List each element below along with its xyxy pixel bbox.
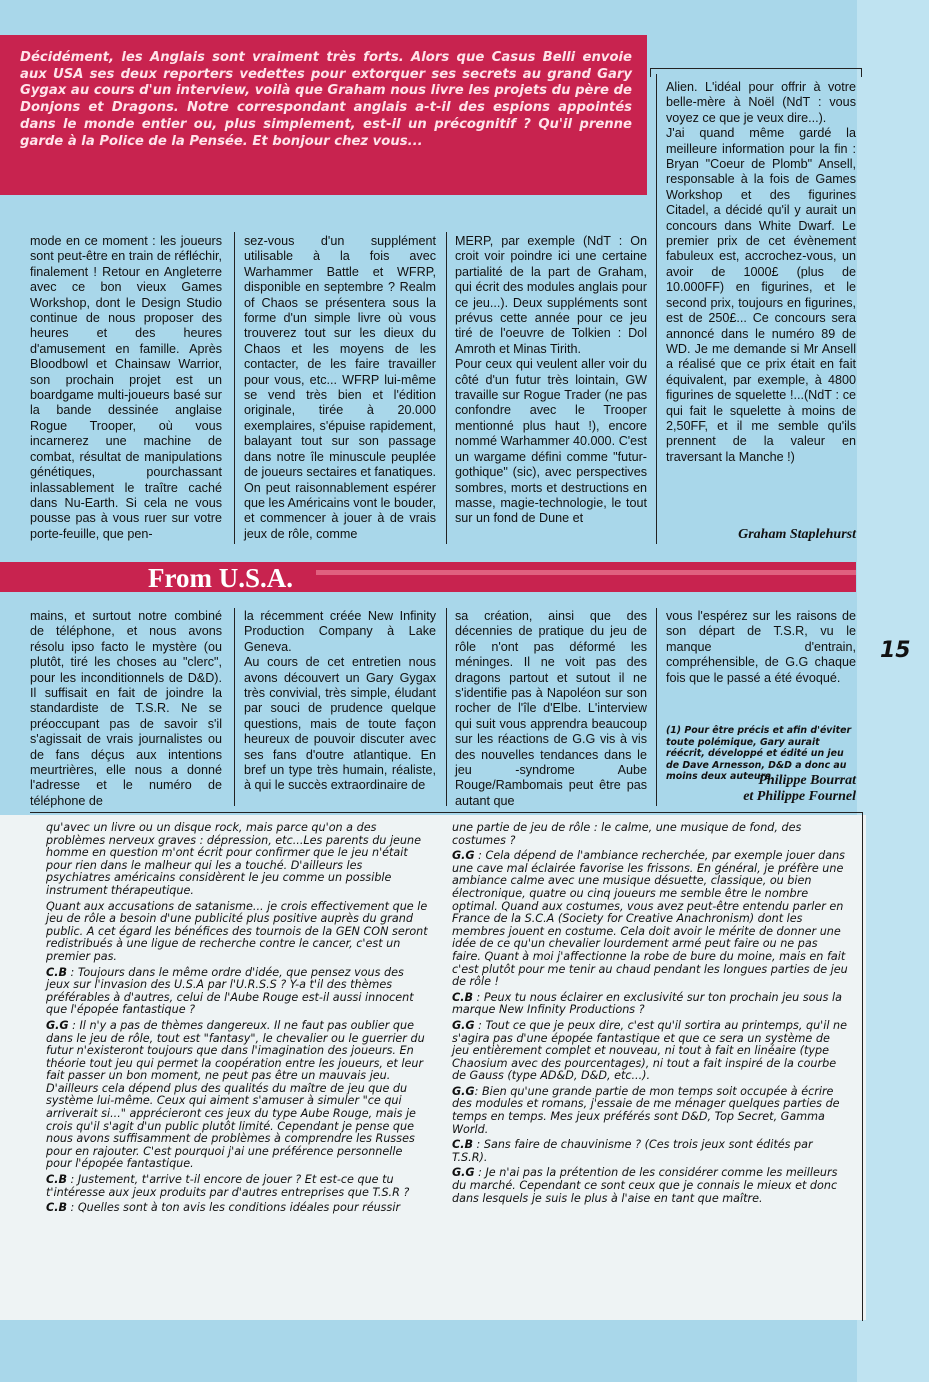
interview-text: : Tout ce que je peux dire, c'est qu'il sortira au printemps, qu'il ne s'agira pas d'une épopée fantastique et que ce sera un système de jeu entièrement complet et nouveau, ni tout à fait en linéaire (type Chaosium avec des pourcentages), ni tout a fait inspiré de la courbe de Gauss (type AD&D, D&D, etc...). — [452, 1018, 847, 1083]
uk-column-1-text: mode en ce moment : les joueurs sont peut-être en train de réfléchir, finalement ! Retour en Angleterre avec ce bon vieux Games Workshop, dont le Design Studio continue de nous proposer des heures et des heures d'amusement en famille. Après Bloodbowl et Chainsaw Warrior, son prochain projet est un boardgame multi-joueurs basé sur la bande dessinée anglaise Rogue Trooper, où vous incarnerez une machine de combat, résultat de manipulations génétiques, pourchassant inlassablement le traître caché dans Nu-Earth. Si cela ne vous pousse pas à vous ruer sur votre porte-feuille, que pen- — [30, 234, 222, 541]
footnote: (1) Pour être précis et afin d'éviter toute polémique, Gary aurait réécrit, développé et édité un jeu de Dave Arnesson, D&D a donc au moins deux auteurs. — [666, 725, 852, 783]
interview-text: : Bien qu'une grande partie de mon temps soit occupée à écrire des modules et romans, j'essaie de me ménager quelques parties de temps en temps. Mes jeux préférés sont D&D, Top Secret, Gamma World. — [452, 1084, 840, 1136]
uk-column-4-paragraph: J'ai quand même gardé la meilleure information pour la fin : Bryan "Coeur de Plomb" Ansell, responsable à la fois de Games Workshop et des figurines Citadel, a décidé qu'il y aurait un concours dans White Dwarf. Le premier prix de cet évènement fabuleux est, accrochez-vous, un avoir de 1000£ (plus de 10.000FF) en figurines, et le second prix, toujours en figurines, est de 250£... Ce concours sera annoncé dans le numéro 89 de WD. Je me demande si Mr Ansell a réalisé que ce prix était en fait équivalent, par exemple, à 4800 figurines de squelette !...(NdT : ce qui fait le squelette à moins de 2,50FF, et il me semble qu'ils prennent de la valeur en traversant la Manche !) — [666, 126, 856, 464]
interview-paragraph — [46, 967, 430, 1017]
speaker-label: C.B — [452, 1138, 473, 1152]
interview-text: Quant aux accusations de satanisme... je crois effectivement que le jeu de rôle a besoin d'une publicité plus positive auprès du grand public. A cet égard les bénéfices des tournois de la GEN CON seront redistribués à une ligue de recherche contre le cancer, c'est un premier pas. — [46, 899, 428, 963]
band-highlight — [316, 570, 856, 575]
interview-paragraph — [452, 1167, 850, 1205]
uk-signature: Graham Staplehurst — [738, 527, 856, 542]
column-rule — [234, 608, 235, 806]
uk-column-3-paragraph: Pour ceux qui veulent aller voir du côté d'un futur très lointain, GW travaille sur Rogue Trader (ne pas confondre avec le Trooper mentionné plus haut !), encore nommé Warhammer 40.000. C'est un wargame défini comme "futur-gothique" (sic), avec perspectives sombres, morts et destructions en masse, magie-technologie, le tout sur un fond de Dune et — [455, 357, 647, 526]
usa-column-4 — [666, 609, 856, 686]
column-rule — [656, 608, 657, 806]
interview-paragraph — [46, 1174, 430, 1199]
column-rule — [234, 232, 235, 544]
speaker-label: C.B — [46, 1201, 67, 1215]
usa-signature-1: Philippe Bourrat — [758, 773, 856, 788]
column-rule — [446, 608, 447, 806]
interview-paragraph — [452, 822, 850, 847]
speaker-label: G.G — [46, 1018, 69, 1032]
uk-column-1 — [30, 234, 222, 542]
usa-column-2-paragraph: Au cours de cet entretien nous avons découvert un Gary Gygax très convivial, très simple, éludant par souci de prudence quelque questions, mais de toute façon heureux de pouvoir discuter avec ses fans d'outre atlantique. En bref un type très humain, réaliste, à qui le succès extraordinaire de — [244, 655, 436, 793]
interview-paragraph — [452, 1139, 850, 1164]
interview-text: : Quelles sont à ton avis les conditions idéales pour réussir — [67, 1201, 401, 1215]
interview-paragraph — [452, 992, 850, 1017]
interview-text: : Sans faire de chauvinisme ? (Ces trois jeux sont édités par T.S.R). — [452, 1138, 813, 1164]
interview-left-column — [46, 822, 430, 1218]
speaker-label: G.G — [452, 1166, 475, 1180]
interview-paragraph — [452, 1086, 850, 1136]
interview-text: : Toujours dans le même ordre d'idée, que pensez vous des jeux sur l'invasion des U.S.A par l'U.R.S.S ? Y-a t'il des thèmes préférables à d'autres, celui de l'Aube Rouge est-il aussi innocent que l'épopée fantastique ? — [46, 965, 414, 1017]
interview-paragraph — [46, 822, 430, 898]
column-rule — [656, 74, 657, 544]
usa-signature-2: et Philippe Fournel — [743, 789, 856, 804]
interview-right-column — [452, 822, 850, 1208]
interview-text: : Peux tu nous éclairer en exclusivité sur ton prochain jeu sous la marque New Infinity Productions ? — [452, 990, 842, 1017]
interview-text: une partie de jeu de rôle : le calme, une musique de fond, des costumes ? — [452, 821, 802, 847]
interview-text: : Il n'y a pas de thèmes dangereux. Il ne faut pas oublier que dans le jeu de rôle, tout est "fantasy", le chevalier ou le guerrier du futur n'existeront toujours que dans l'imagination des joueurs. En théorie tout jeu qui permet la coopération entre les joueurs, et leur fait passer un bon moment, ne peut pas être un mauvais jeu. D'ailleurs cela dépend plus des qualités du maître de jeu que du système lui-même. Ceux qui aiment s'amuser à simuler "ce qui arriverait si..." apprécieront ces jeux du type Aube Rouge, mais je crois qu'il s'agit d'un public plutôt limité. Cependant je pense que nous avons suffisamment de problèmes à comprendre les Russes pour en rajouter. C'est pourquoi j'ai une préférence personnelle pour l'épopée fantastique. — [46, 1018, 425, 1171]
section-title: From U.S.A. — [148, 563, 293, 593]
interview-paragraph — [46, 1020, 430, 1171]
usa-column-1 — [30, 609, 222, 809]
page-number: 15 — [880, 638, 911, 663]
speaker-label: G.G — [452, 1018, 475, 1032]
uk-column-4-paragraph: Alien. L'idéal pour offrir à votre belle-mère à Noël (NdT : vous voyez ce que je veux dire...). — [666, 80, 856, 125]
speaker-label: G.G — [452, 849, 475, 863]
usa-column-4-text: vous l'espérez sur les raisons de son départ de T.S.R, vu le manque d'entrain, compréhensible, de G.G chaque fois que le passé a été évoqué. — [666, 609, 856, 685]
uk-column-2-text: sez-vous d'un supplément utilisable à la fois avec Warhammer Battle et WFRP, disponible en septembre ? Realm of Chaos se présentera sous la forme d'un simple livre où vous trouverez tout sur les dieux du Chaos et les moyens de les contacter, de les faire travailler pour vous, etc... WFRP lui-même se vend très bien et l'édition originale, tirée à 20.000 exemplaires, s'épuise rapidement, balayant tout sur son passage dans notre île minuscule peuplée de joueurs sectaires et fanatiques. On peut raisonnablement espérer que les Américains vont le bouder, et commencer à jouer à de vrais jeux de rôle, comme — [244, 234, 436, 541]
interview-paragraph — [46, 901, 430, 964]
speaker-label: C.B — [46, 1173, 67, 1187]
interview-text: : Je n'ai pas la prétention de les considérer comme les meilleurs du marché. Cependant ce sont ceux que je connais le mieux et donc dans lesquels je suis le plus à l'aise en tant que maître. — [452, 1166, 838, 1205]
interview-text: : Cela dépend de l'ambiance recherchée, par exemple jouer dans une cave mal éclairée favorise les frissons. En général, je préfère une ambiance calme avec une musique désuette, classique, ou bien électronique, quatre ou cinq joueurs me semble être le nombre optimal. Quand aux costumes, vous avez peut-être entendu parler en France de la S.C.A (Society for Creative Anachronism) dont les membres jouent en costume. Cela doit avoir le mérite de donner une idée de ce qu'un chevalier lourdement armé peut faire ou ne pas faire. Quant à moi j'affectionne la robe de bure du moine, mais en fait c'est plutôt pour me tenir au chaud pendant les longues parties de jeu de rôle ! — [452, 849, 848, 989]
uk-column-3 — [455, 234, 647, 527]
interview-text: qu'avec un livre ou un disque rock, mais parce qu'on a des problèmes nerveux graves : dépression, etc...Les parents du jeune homme en question m'ont écrit pour confirmer que le jeu n'était pour rien dans le malheur qui les a touché. D'ailleurs les psychiatres américains considèrent le jeu comme un possible instrument thérapeutique. — [46, 821, 421, 897]
uk-column-2 — [244, 234, 436, 542]
speaker-label: C.B — [46, 965, 67, 979]
interview-paragraph — [452, 1020, 850, 1083]
usa-column-3-text: sa création, ainsi que des décennies de pratique du jeu de rôle n'ont pas déformé les méninges. Il ne voit pas des dragons partout et sutout il ne s'identifie pas à Napoléon sur son rocher de l'île d'Elbe. L'interview qui suit vous apprendra beaucoup sur les réactions de G.G vis à vis des nouvelles tendances dans le jeu -syndrome Aube Rouge/Rambomais peut être pas autant que — [455, 609, 647, 808]
interview-paragraph — [452, 850, 850, 989]
usa-column-1-text: mains, et surtout notre combiné de téléphone, et nous avons résolu ipso facto le mystère (ou plutôt, tiré les choses au "clerc", pour les inconditionnels de D&D). Il suffisait en fait de joindre la standardiste de T.S.R. Ne se préoccupant pas de savoir s'il s'agissait de vrais journalistes ou de fans déçus aux intentions meurtrières, elle nous a donné l'adresse et le numéro de téléphone de — [30, 609, 222, 808]
usa-column-2-paragraph: la récemment créée New Infinity Production Company à Lake Geneva. — [244, 609, 436, 654]
section-band — [0, 562, 856, 592]
usa-column-3 — [455, 609, 647, 809]
usa-column-2 — [244, 609, 436, 794]
uk-column-3-paragraph: MERP, par exemple (NdT : On croit voir poindre ici une certaine partialité de la part de Graham, qui écrit des modules anglais pour ce jeu...). Deux suppléments sont prévus cette année pour ce jeu tiré de l'oeuvre de Tolkien : Dol Amroth et Minas Tirith. — [455, 234, 647, 356]
uk-column-4 — [666, 80, 856, 465]
sidebar-frame — [650, 68, 862, 77]
intro-text: Décidément, les Anglais sont vraiment très forts. Alors que Casus Belli envoie aux USA ses deux reporters vedettes pour extorquer ses secrets au grand Gary Gygax au cours d'un interview, voilà que Graham nous livre les projets du père de Donjons et Dragons. Notre correspondant anglais a-t-il des espions appointés dans le monde entier ou, plus simplement, est-il un précognitif ? Qu'il prenne garde à la Police de la Pensée. Et bonjour chez vous... — [20, 50, 632, 149]
speaker-label: C.B — [452, 990, 473, 1004]
interview-text: : Justement, t'arrive t-il encore de jouer ? Et est-ce que tu t'intéresse aux jeux produits par d'autres entreprises que T.S.R ? — [46, 1173, 410, 1199]
speaker-label: G.G — [452, 1084, 475, 1098]
interview-paragraph — [46, 1202, 430, 1215]
column-rule — [446, 232, 447, 544]
page-margin-strip — [857, 0, 929, 1382]
